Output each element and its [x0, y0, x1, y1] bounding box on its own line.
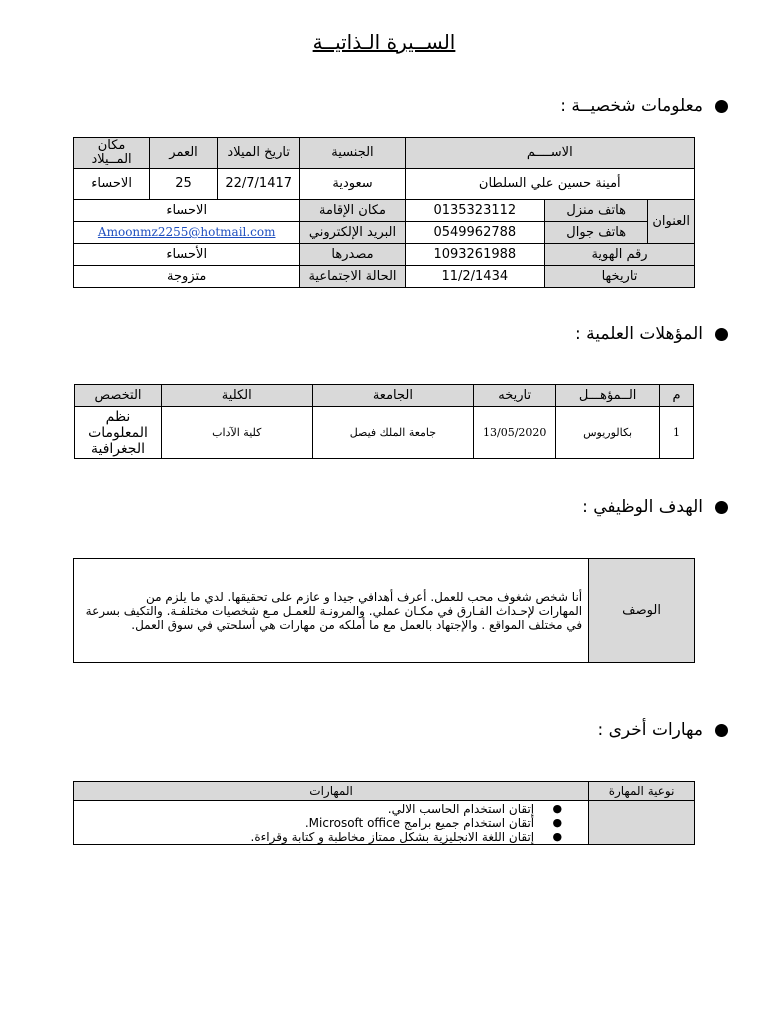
- section-objective-label: الهدف الوظيفي :: [582, 497, 703, 517]
- list-item: ● إتقان استخدام الحاسب الالي.: [78, 802, 534, 816]
- skills-list: [78, 802, 584, 844]
- qual-header-major: التخصص: [75, 385, 162, 407]
- qual-header-college: الكلية: [161, 385, 312, 407]
- value-age: 25: [150, 169, 218, 200]
- skills-header: المهارات: [74, 782, 589, 801]
- qualifications-table: [74, 384, 694, 459]
- qual-header-university: الجامعة: [312, 385, 474, 407]
- objective-line: في مختلف المواقع . والإجتهاد بالعمل مع ما أملكه من مهارات هي أسلحتي في سوق العمل.: [131, 617, 583, 632]
- cv-title: الســيرة الـذاتيــة: [312, 30, 456, 54]
- header-dob: تاريخ الميلاد: [217, 138, 300, 169]
- qual-header-degree: الــمؤهـــل: [556, 385, 660, 407]
- skills-table: [73, 781, 695, 845]
- section-objective-heading: [582, 497, 728, 517]
- objective-description: [74, 559, 589, 663]
- qual-major: نظم المعلومات الجغرافية: [75, 407, 162, 459]
- section-skills-heading: [597, 720, 728, 740]
- list-item: ● أتقان استخدام جميع برامج Microsoft office.: [78, 816, 534, 830]
- value-pob: الاحساء: [74, 169, 150, 200]
- email-cell: [74, 222, 300, 244]
- table-row: [75, 407, 694, 459]
- id-source-label: مصدرها: [300, 244, 405, 266]
- email-link[interactable]: Amoonmz2255@hotmail.com: [97, 225, 276, 239]
- section-personal-heading: [560, 96, 728, 116]
- residence-label: مكان الإقامة: [300, 200, 405, 222]
- mobile-label: هاتف جوال: [545, 222, 648, 244]
- marital-label: الحالة الاجتماعية: [300, 266, 405, 288]
- skills-list-cell: [74, 801, 589, 845]
- id-date-value: 11/2/1434: [405, 266, 544, 288]
- qual-header-date: تاريخه: [474, 385, 556, 407]
- marital-value: متزوجة: [74, 266, 300, 288]
- section-qualifications-label: المؤهلات العلمية :: [575, 324, 703, 344]
- qual-index: 1: [660, 407, 694, 459]
- mobile-value: 0549962788: [405, 222, 544, 244]
- bullet-icon: [715, 100, 728, 113]
- residence-value: الاحساء: [74, 200, 300, 222]
- section-qualifications-heading: [575, 324, 728, 344]
- header-pob: مكان المــيلاد: [74, 138, 150, 169]
- objective-table: [73, 558, 695, 663]
- home-phone-value: 0135323112: [405, 200, 544, 222]
- objective-line: المهارات لإحـداث الفـارق في مكـان عملي. والمرونـة للعمـل مـع شخصيات مختلفـة. والتكيف بسرعة: [85, 603, 583, 618]
- id-source-value: الأحساء: [74, 244, 300, 266]
- address-label: العنوان: [648, 200, 695, 244]
- bullet-icon: [715, 501, 728, 514]
- bullet-icon: [715, 724, 728, 737]
- objective-label: الوصف: [589, 559, 695, 663]
- qual-college: كلية الآداب: [161, 407, 312, 459]
- qual-header-index: م: [660, 385, 694, 407]
- skills-type-header: نوعية المهارة: [589, 782, 695, 801]
- value-dob: 22/7/1417: [217, 169, 300, 200]
- id-value: 1093261988: [405, 244, 544, 266]
- header-age: العمر: [150, 138, 218, 169]
- value-name: أمينة حسين علي السلطان: [405, 169, 694, 200]
- objective-line: أنا شخص شغوف محب للعمل. أعرف أهدافي جيدا و عازم على تحقيقها. لدي ما يلزم من: [145, 589, 583, 604]
- qual-date: 13/05/2020: [474, 407, 556, 459]
- header-name: الاســــم: [405, 138, 694, 169]
- email-label: البريد الإلكتروني: [300, 222, 405, 244]
- qual-degree: بكالوريوس: [556, 407, 660, 459]
- personal-info-table: [73, 137, 695, 288]
- section-personal-label: معلومات شخصيــة :: [560, 96, 703, 116]
- skills-type-cell: [589, 801, 695, 845]
- home-phone-label: هاتف منزل: [545, 200, 648, 222]
- header-nationality: الجنسية: [300, 138, 405, 169]
- id-date-label: تاريخها: [545, 266, 695, 288]
- bullet-icon: [715, 328, 728, 341]
- list-item: ● إتقان اللغة الانجليزية بشكل ممتاز مخاطبة و كتابة وقراءة.: [78, 830, 534, 844]
- section-skills-label: مهارات أخرى :: [597, 720, 703, 740]
- value-nationality: سعودية: [300, 169, 405, 200]
- qual-university: جامعة الملك فيصل: [312, 407, 474, 459]
- id-label: رقم الهوية: [545, 244, 695, 266]
